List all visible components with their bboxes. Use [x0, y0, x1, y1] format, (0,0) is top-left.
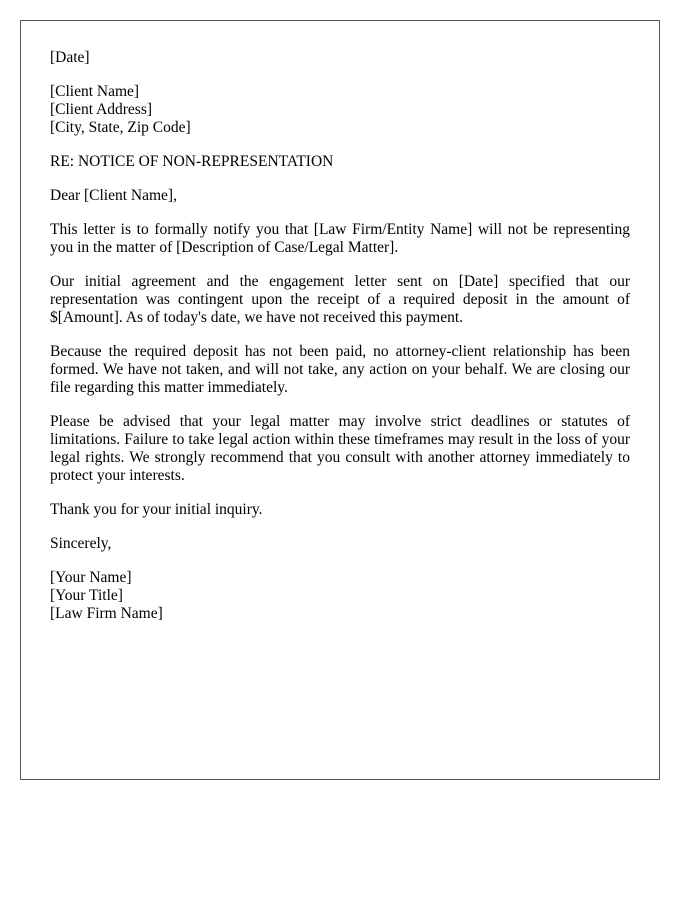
closing-text: Sincerely, — [50, 535, 112, 552]
salutation-text: Dear [Client Name], — [50, 187, 177, 204]
letter-page — [20, 20, 660, 780]
letter-body — [50, 49, 630, 639]
paragraph-no-relationship: Because the required deposit has not been paid, no attorney-client relationship has been formed. We have not taken, and will not take, any action on your behalf. We are closing our file regarding this matter immediately. — [50, 343, 630, 396]
closing — [50, 535, 630, 553]
paragraph-deposit-terms: Our initial agreement and the engagement letter sent on [Date] specified that our representation was contingent upon the receipt of a required deposit in the amount of $[Amount]. As of today's date, we have not received this payment. — [50, 273, 630, 326]
subject-text: RE: NOTICE OF NON-REPRESENTATION — [50, 153, 334, 170]
paragraph-deadline-warning: Please be advised that your legal matter may involve strict deadlines or statutes of limitations. Failure to take legal action within these timeframes may result in the loss of your legal rights. We strongly recommend that you consult with another attorney immediately to protect your interests. — [50, 413, 630, 484]
salutation — [50, 187, 630, 205]
recipient-city-state-zip: [City, State, Zip Code] — [50, 119, 191, 136]
signature-name: [Your Name] — [50, 569, 132, 586]
recipient-address: [Client Address] — [50, 101, 153, 118]
subject-line — [50, 153, 630, 171]
letter-date — [50, 49, 630, 67]
signature-title: [Your Title] — [50, 587, 123, 604]
paragraph-notification: This letter is to formally notify you that [Law Firm/Entity Name] will not be representing you in the matter of [Description of Case/Legal Matter]. — [50, 221, 630, 256]
paragraph-thank-you: Thank you for your initial inquiry. — [50, 501, 263, 518]
recipient-address-block — [50, 83, 630, 137]
signature-block — [50, 569, 630, 623]
recipient-name: [Client Name] — [50, 83, 140, 100]
signature-firm: [Law Firm Name] — [50, 605, 163, 622]
date-text: [Date] — [50, 49, 90, 66]
